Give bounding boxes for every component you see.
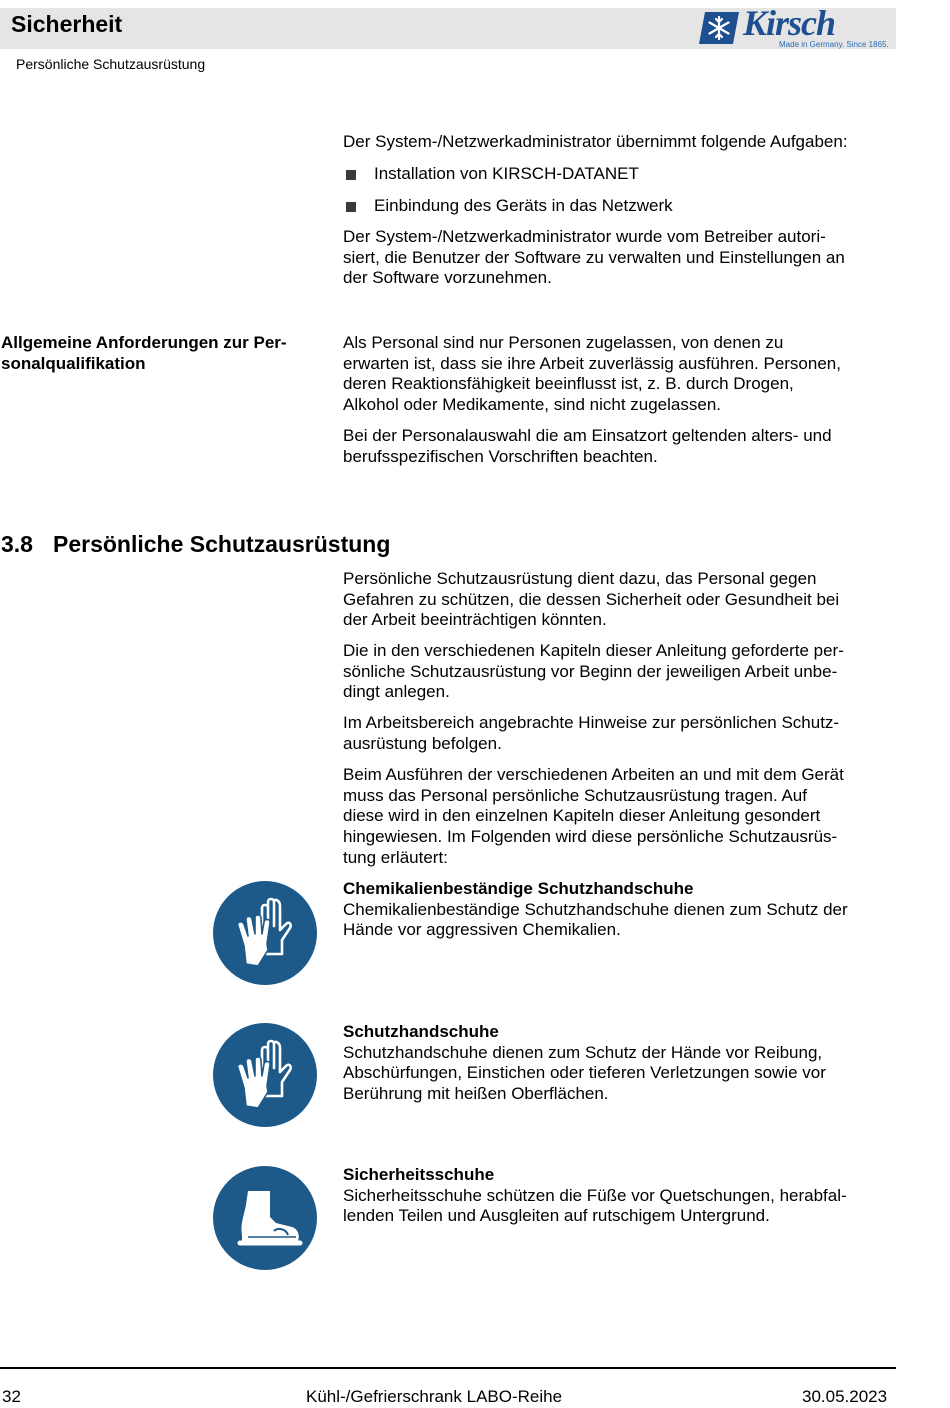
text-line: tung erläutert:	[343, 847, 448, 867]
ppe-item	[343, 1165, 898, 1227]
footer-rule	[0, 1367, 896, 1369]
text-line: Abschürfungen, Einstichen oder tieferen Verletzungen sowie vor	[343, 1063, 826, 1083]
section-number: 3.8	[1, 531, 33, 557]
kirsch-logo	[699, 3, 889, 52]
logo-wordmark: Kirsch	[743, 3, 836, 43]
text-line: berufsspezifischen Vorschriften beachten.	[343, 446, 658, 466]
text-line: Schutzhandschuhe dienen zum Schutz der Hände vor Reibung,	[343, 1042, 823, 1062]
text-line: ausrüstung befolgen.	[343, 733, 502, 753]
ppe-item	[343, 1022, 898, 1105]
text-line: Bei der Personalauswahl die am Einsatzort geltenden alters- und	[343, 426, 832, 445]
section-heading	[1, 533, 390, 556]
footer-date: 30.05.2023	[802, 1387, 888, 1406]
task-text: Installation von KIRSCH-DATANET	[374, 164, 639, 183]
personnel-paragraph	[343, 333, 898, 416]
text-line: Als Personal sind nur Personen zugelassen, von denen zu	[343, 333, 784, 352]
protective-gloves-icon	[212, 1022, 318, 1128]
chemical-gloves-icon	[212, 880, 318, 986]
authorization-paragraph	[343, 227, 898, 289]
section-paragraph	[343, 569, 898, 631]
text-line: Sicherheitsschuhe schützen die Füße vor Quetschungen, herabfal-	[343, 1185, 847, 1205]
text-line: deren Reaktionsfähigkeit beeinflusst ist, z. B. durch Drogen,	[343, 374, 794, 394]
text-line: Hände vor aggressiven Chemikalien.	[343, 920, 621, 940]
page-title: Sicherheit	[11, 11, 123, 37]
text-line: Der System-/Netzwerkadministrator wurde vom Betreiber autori-	[343, 227, 826, 246]
bullet-square-icon	[346, 170, 356, 180]
heading-line: Allgemeine Anforderungen zur Per-	[1, 333, 287, 352]
ppe-item-title: Chemikalienbeständige Schutzhandschuhe	[343, 879, 694, 898]
text-line: Beim Ausführen der verschiedenen Arbeiten an und mit dem Gerät	[343, 765, 844, 784]
text-line: Gefahren zu schützen, die dessen Sicherheit oder Gesundheit bei	[343, 589, 840, 609]
ppe-item	[343, 879, 898, 941]
ppe-item-title: Sicherheitsschuhe	[343, 1165, 495, 1184]
text-line: hingewiesen. Im Folgenden wird diese persönliche Schutzausrüs-	[343, 827, 838, 847]
text-line: siert, die Benutzer der Software zu verwalten und Einstellungen an	[343, 247, 845, 267]
side-heading-personnel	[1, 333, 331, 374]
section-paragraph	[343, 641, 898, 703]
logo-tagline: Made in Germany. Since 1865.	[779, 40, 889, 49]
text-line: muss das Personal persönliche Schutzausrüstung tragen. Auf	[343, 785, 807, 805]
task-text: Einbindung des Geräts in das Netzwerk	[374, 196, 673, 215]
text-line: Chemikalienbeständige Schutzhandschuhe dienen zum Schutz der	[343, 899, 848, 919]
text-line: Alkohol oder Medikamente, sind nicht zugelassen.	[343, 395, 721, 415]
text-line: diese wird in den einzelnen Kapiteln dieser Anleitung gesondert	[343, 806, 821, 826]
heading-line: sonalqualifikation	[1, 353, 146, 373]
text-line: dingt anlegen.	[343, 682, 450, 702]
text-line: der Software vorzunehmen.	[343, 268, 552, 288]
safety-shoes-icon	[212, 1165, 318, 1271]
text-line: Im Arbeitsbereich angebrachte Hinweise zur persönlichen Schutz-	[343, 713, 840, 732]
text-line: Persönliche Schutzausrüstung dient dazu, das Personal gegen	[343, 569, 817, 588]
text-line: Berührung mit heißen Oberflächen.	[343, 1084, 609, 1104]
personnel-selection-paragraph	[343, 426, 898, 467]
intro-lead-text: Der System-/Netzwerkadministrator übernimmt folgende Aufgaben:	[343, 132, 848, 151]
text-line: Die in den verschiedenen Kapiteln dieser Anleitung geforderte per-	[343, 641, 844, 660]
ppe-item-title: Schutzhandschuhe	[343, 1022, 499, 1041]
page-subtitle: Persönliche Schutzausrüstung	[16, 56, 206, 72]
intro-lead	[343, 132, 898, 153]
text-line: der Arbeit beeinträchtigen könnten.	[343, 610, 607, 630]
snowflake-icon	[699, 10, 743, 46]
text-line: lenden Teilen und Ausgleiten auf rutschigem Untergrund.	[343, 1206, 770, 1226]
section-paragraph	[343, 713, 898, 754]
text-line: sönliche Schutzausrüstung vor Beginn der jeweiligen Arbeit unbe-	[343, 661, 838, 681]
bullet-square-icon	[346, 202, 356, 212]
section-title: Persönliche Schutzausrüstung	[53, 531, 391, 557]
footer-product: Kühl-/Gefrierschrank LABO-Reihe	[306, 1387, 563, 1406]
section-paragraph	[343, 765, 898, 869]
text-line: erwarten ist, dass sie ihre Arbeit zuverlässig ausführen. Personen,	[343, 353, 841, 373]
page-number: 32	[2, 1387, 21, 1406]
